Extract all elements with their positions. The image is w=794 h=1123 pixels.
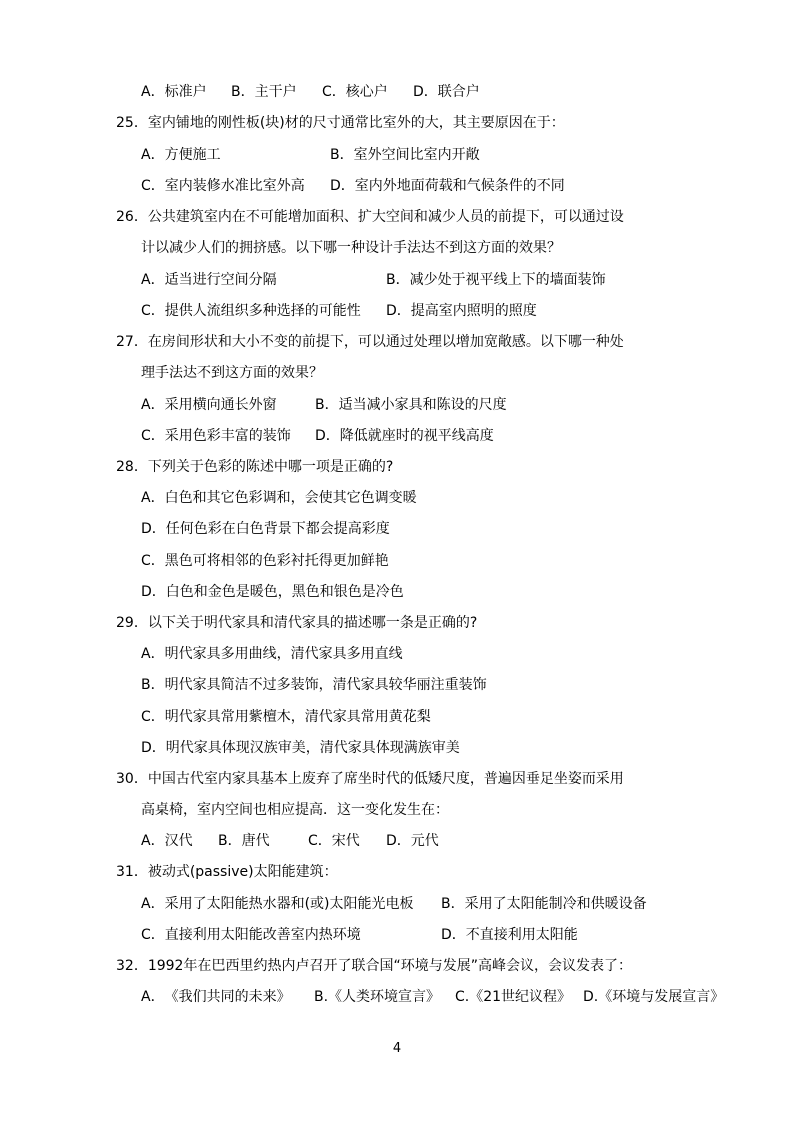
q31-option-d: D．不直接利用太阳能 [441,927,578,943]
q27-option-a: A．采用横向通长外窗 [141,397,277,413]
q31-stem: 31．被动式(passive)太阳能建筑： [116,864,338,880]
q28-option-2: D．任何色彩在白色背景下都会提高彩度 [141,521,390,537]
q25-option-b: B．室外空间比室内开敞 [330,147,480,163]
q30-option-a: A．汉代 [141,833,193,849]
q30-option-b: B．唐代 [218,833,270,849]
q29-stem: 29．以下关于明代家具和清代家具的描述哪一条是正确的? [116,615,478,631]
q25-option-c: C．室内装修水准比室外高 [141,178,305,194]
q25-option-a: A．方便施工 [141,147,221,163]
q31-option-a: A．采用了太阳能热水器和(或)太阳能光电板 [141,896,414,912]
q31-option-c: C．直接利用太阳能改善室内热环境 [141,927,361,943]
q28-option-4: D．白色和金色是暖色，黑色和银色是冷色 [141,584,404,600]
q28-stem: 28．下列关于色彩的陈述中哪一项是正确的? [116,459,394,475]
q30-stem-line2: 高桌椅，室内空间也相应提高．这一变化发生在： [141,802,449,818]
q27-option-b: B．适当减小家具和陈设的尺度 [315,397,507,413]
q26-option-d: D．提高室内照明的照度 [386,303,537,319]
q32-stem: 32．1992年在巴西里约热内卢召开了联合国“环境与发展”高峰会议，会议发表了： [116,958,632,974]
q31-option-b: B．采用了太阳能制冷和供暖设备 [441,896,647,912]
q25-option-d: D．室内外地面荷载和气候条件的不同 [330,178,565,194]
q32-option-a: A． 《我们共同的未来》 [141,989,291,1005]
q24-option-a: A．标准户 [141,84,207,100]
q32-option-d: D.《环境与发展宣言》 [583,989,725,1005]
q24-option-d: D．联合户 [413,84,480,100]
q29-option-c: C．明代家具常用紫檀木，清代家具常用黄花梨 [141,709,431,725]
q28-option-3: C．黑色可将相邻的色彩衬托得更加鲜艳 [141,553,389,569]
q27-option-c: C．采用色彩丰富的装饰 [141,428,291,444]
q26-stem-line1: 26．公共建筑室内在不可能增加面积、扩大空间和减少人员的前提下，可以通过设 [116,209,624,225]
q30-stem-line1: 30．中国古代室内家具基本上废弃了席坐时代的低矮尺度，普遍因垂足坐姿而采用 [116,771,624,787]
q29-option-a: A．明代家具多用曲线，清代家具多用直线 [141,646,403,662]
page-number: 4 [392,1041,402,1056]
q26-option-c: C．提供人流组织多种选择的可能性 [141,303,361,319]
q29-option-d: D．明代家具体现汉族审美，清代家具体现满族审美 [141,740,460,756]
q24-option-c: C．核心户 [322,84,388,100]
q26-option-a: A．适当进行空间分隔 [141,272,277,288]
q28-option-1: A．白色和其它色彩调和，会使其它色调变暖 [141,490,417,506]
q32-option-c: C.《21世纪议程》 [455,989,572,1005]
q30-option-c: C．宋代 [308,833,360,849]
q25-stem: 25．室内铺地的刚性板(块)材的尺寸通常比室外的大，其主要原因在于： [116,115,565,131]
q30-option-d: D．元代 [386,833,439,849]
q27-stem-line1: 27．在房间形状和大小不变的前提下，可以通过处理以增加宽敞感。以下哪一种处 [116,334,624,350]
q29-option-b: B．明代家具简洁不过多装饰，清代家具较华丽注重装饰 [141,677,487,693]
q24-option-b: B．主干户 [231,84,297,100]
q27-option-d: D．降低就座时的视平线高度 [315,428,494,444]
q26-option-b: B．减少处于视平线上下的墙面装饰 [386,272,606,288]
q27-stem-line2: 理手法达不到这方面的效果？ [141,365,323,381]
q26-stem-line2: 计以减少人们的拥挤感。以下哪一种设计手法达不到这方面的效果？ [141,240,561,256]
q32-option-b: B.《人类环境宣言》 [314,989,441,1005]
